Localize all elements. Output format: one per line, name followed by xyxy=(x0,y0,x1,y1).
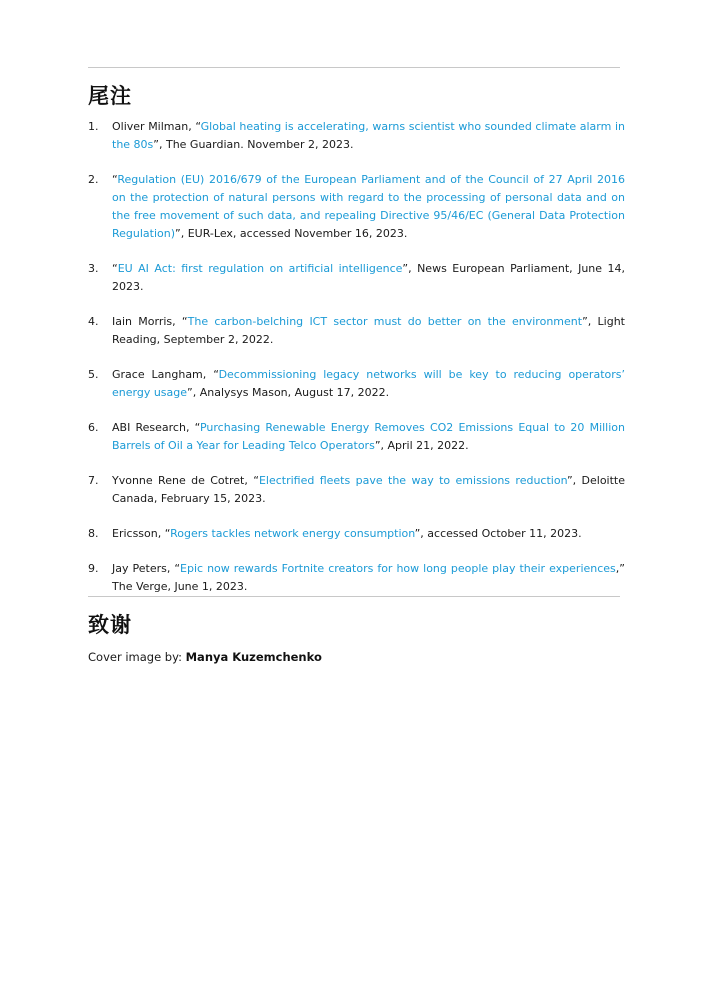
footnote-text: “Regulation (EU) 2016/679 of the European Parliament and of the Council of 27 April 2016 on the protection of natural persons with regard to the processing of personal data and on the free movement of such data, and repealing Directive 95/46/EC (General Data Protection Regulation)”, EUR-Lex, accessed November 16, 2023. xyxy=(112,173,625,240)
footnote-item xyxy=(88,525,625,543)
footnote-number: 3. xyxy=(88,262,99,275)
footnote-number: 9. xyxy=(88,562,99,575)
footnote-text: Grace Langham, “Decommissioning legacy networks will be key to reducing operators’ energy usage”, Analysys Mason, August 17, 2022. xyxy=(112,368,625,399)
footnote-item xyxy=(88,472,625,508)
cover-credit xyxy=(88,650,322,664)
footnote-number: 2. xyxy=(88,173,99,186)
footnote-number: 4. xyxy=(88,315,99,328)
footnote-text: Oliver Milman, “Global heating is accelerating, warns scientist who sounded climate alarm in the 80s”, The Guardian. November 2, 2023. xyxy=(112,120,625,151)
section-divider xyxy=(88,596,620,597)
footnote-item xyxy=(88,560,625,596)
footnote-item xyxy=(88,366,625,402)
footnote-number: 7. xyxy=(88,474,99,487)
footnote-item xyxy=(88,419,625,455)
footnote-text: “EU AI Act: first regulation on artificial intelligence”, News European Parliament, June 14, 2023. xyxy=(112,262,625,293)
footnote-link[interactable]: Decommissioning legacy networks will be key to reducing operators’ energy usage xyxy=(112,368,625,399)
footnote-link[interactable]: Electrified fleets pave the way to emissions reduction xyxy=(258,474,567,487)
footnote-link[interactable]: Rogers tackles network energy consumption xyxy=(170,527,415,540)
footnote-item xyxy=(88,118,625,154)
footnote-link[interactable]: The carbon-belching ICT sector must do better on the environment xyxy=(187,315,583,328)
footnote-item xyxy=(88,313,625,349)
footnote-link[interactable]: Purchasing Renewable Energy Removes CO2 Emissions Equal to 20 Million Barrels of Oil a Year for Leading Telco Operators xyxy=(112,421,625,452)
footnote-item xyxy=(88,171,625,243)
footnote-text: Yvonne Rene de Cotret, “Electrified fleets pave the way to emissions reduction”, Deloitte Canada, February 15, 2023. xyxy=(112,474,625,505)
credit-label: Cover image by: xyxy=(88,650,186,664)
credit-name: Manya Kuzemchenko xyxy=(185,650,322,664)
footnote-text: ABI Research, “Purchasing Renewable Energy Removes CO2 Emissions Equal to 20 Million Barrels of Oil a Year for Leading Telco Operators”, April 21, 2022. xyxy=(112,421,625,452)
footnote-link[interactable]: Epic now rewards Fortnite creators for how long people play their experiences xyxy=(180,562,616,575)
footnote-text: Jay Peters, “Epic now rewards Fortnite creators for how long people play their experiences,” The Verge, June 1, 2023. xyxy=(112,562,625,593)
footnotes-heading: 尾注 xyxy=(88,84,132,108)
footnote-number: 1. xyxy=(88,120,99,133)
footnote-text: Iain Morris, “The carbon-belching ICT sector must do better on the environment”, Light Reading, September 2, 2022. xyxy=(112,315,625,346)
footnote-item xyxy=(88,260,625,296)
footnote-link[interactable]: Regulation (EU) 2016/679 of the European Parliament and of the Council of 27 April 2016 on the protection of natural persons with regard to the processing of personal data and on the free movement of such data, and repealing Directive 95/46/EC (General Data Protection Regulation) xyxy=(112,173,625,240)
footnote-text: Ericsson, “Rogers tackles network energy consumption”, accessed October 11, 2023. xyxy=(112,527,582,540)
footnotes-list xyxy=(88,118,625,613)
footnote-link[interactable]: Global heating is accelerating, warns scientist who sounded climate alarm in the 80s xyxy=(112,120,625,151)
footnote-number: 5. xyxy=(88,368,99,381)
footnote-link[interactable]: EU AI Act: first regulation on artificial intelligence xyxy=(117,262,403,275)
top-divider xyxy=(88,67,620,68)
footnote-number: 8. xyxy=(88,527,99,540)
acknowledgements-heading: 致谢 xyxy=(88,613,132,637)
footnote-number: 6. xyxy=(88,421,99,434)
